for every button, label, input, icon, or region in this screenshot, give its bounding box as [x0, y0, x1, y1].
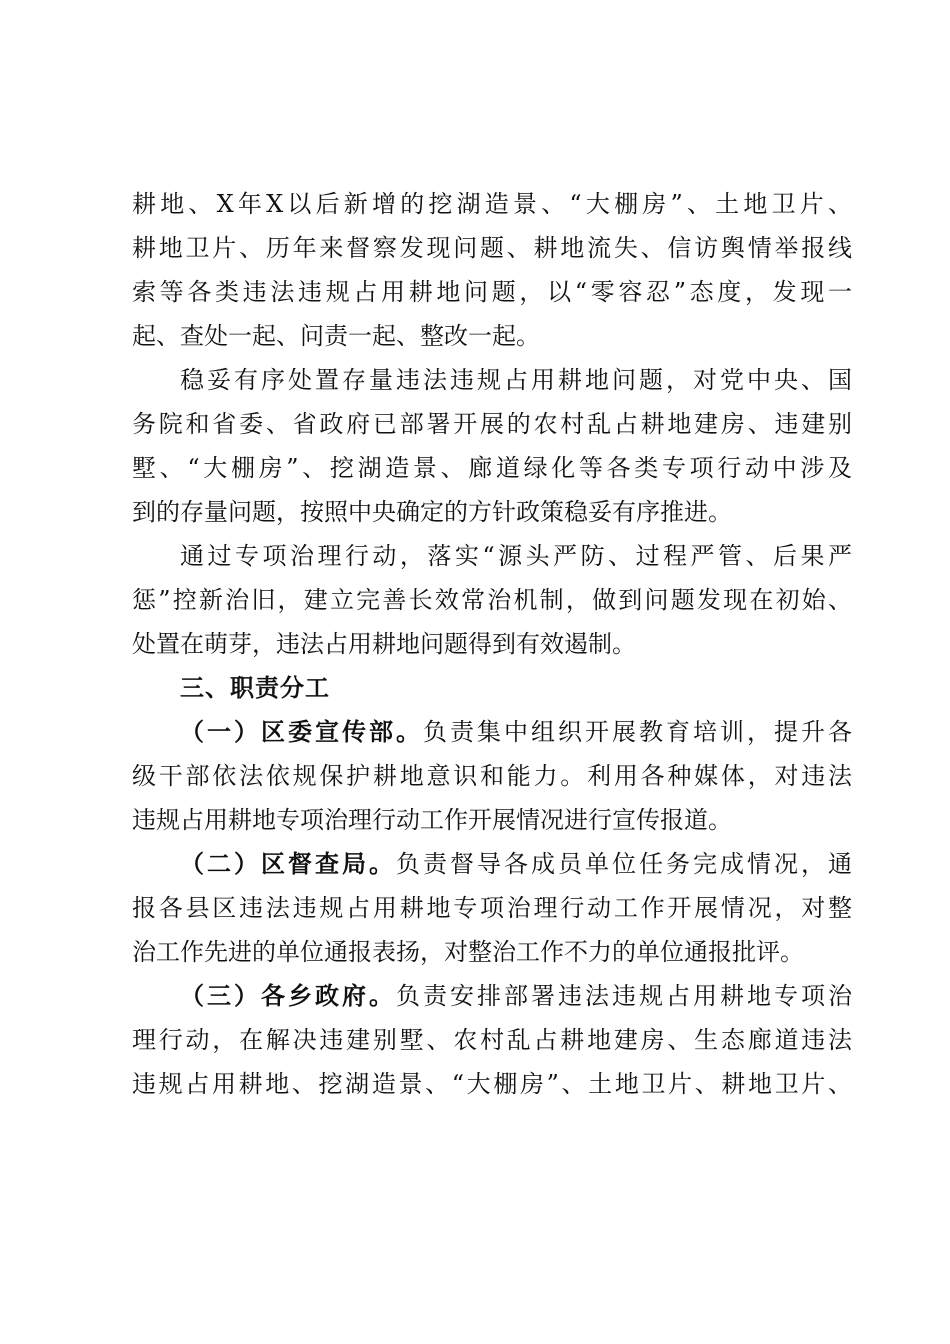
text-line: 理行动，在解决违建别墅、农村乱占耕地建房、生态廊道违法 [132, 1026, 852, 1054]
duty-item-township [132, 974, 852, 1106]
text-line: 治工作先进的单位通报表扬，对整治工作不力的单位通报批评。 [132, 938, 804, 966]
text-line: 处置在萌芽，违法占用耕地问题得到有效遏制。 [132, 630, 636, 658]
text-line: 墅、“大棚房”、挖湖造景、廊道绿化等各类专项行动中涉及 [132, 454, 852, 482]
section-heading: 三、职责分工 [180, 674, 330, 702]
text-line: 务院和省委、省政府已部署开展的农村乱占耕地建房、违建别 [132, 410, 852, 438]
duty-text: 负责安排部署违法违规占用耕地专项治 [396, 982, 852, 1010]
text-line: 稳妥有序处置存量违法违规占用耕地问题，对党中央、国 [180, 366, 852, 394]
text-line: 耕地卫片、历年来督察发现问题、耕地流失、信访舆情举报线 [132, 234, 852, 262]
text-line [132, 710, 852, 754]
duty-item-propaganda [132, 710, 852, 842]
text-line: 通过专项治理行动，落实“源头严防、过程严管、后果严 [180, 542, 852, 570]
text-line: 惩”控新治旧，建立完善长效常治机制，做到问题发现在初始、 [132, 586, 852, 614]
duty-text: 负责督导各成员单位任务完成情况，通 [396, 850, 852, 878]
text-line: 违规占用耕地、挖湖造景、“大棚房”、土地卫片、耕地卫片、 [132, 1070, 852, 1098]
text-line: 违规占用耕地专项治理行动工作开展情况进行宣传报道。 [132, 806, 732, 834]
text-line: 报各县区违法违规占用耕地专项治理行动工作开展情况，对整 [132, 894, 852, 922]
text-line: 到的存量问题，按照中央确定的方针政策稳妥有序推进。 [132, 498, 732, 526]
text-line [132, 842, 852, 886]
text-line: 级干部依法依规保护耕地意识和能力。利用各种媒体，对违法 [132, 762, 852, 790]
text-line: 索等各类违法违规占用耕地问题，以“零容忍”态度，发现一 [132, 278, 852, 306]
duty-text: 负责集中组织开展教育培训，提升各 [423, 718, 852, 746]
paragraph-governance [132, 534, 852, 666]
paragraph-stock-issues [132, 358, 852, 534]
text-line [132, 974, 852, 1018]
document-body [132, 182, 852, 1106]
text-line: 起、查处一起、问责一起、整改一起。 [132, 322, 540, 350]
duty-title: （三）各乡政府。 [180, 982, 396, 1010]
duty-title: （一）区委宣传部。 [180, 718, 423, 746]
text-line: 耕地、X年X以后新增的挖湖造景、“大棚房”、土地卫片、 [132, 190, 852, 218]
paragraph-continued [132, 182, 852, 358]
duty-title: （二）区督查局。 [180, 850, 396, 878]
duty-item-supervision [132, 842, 852, 974]
